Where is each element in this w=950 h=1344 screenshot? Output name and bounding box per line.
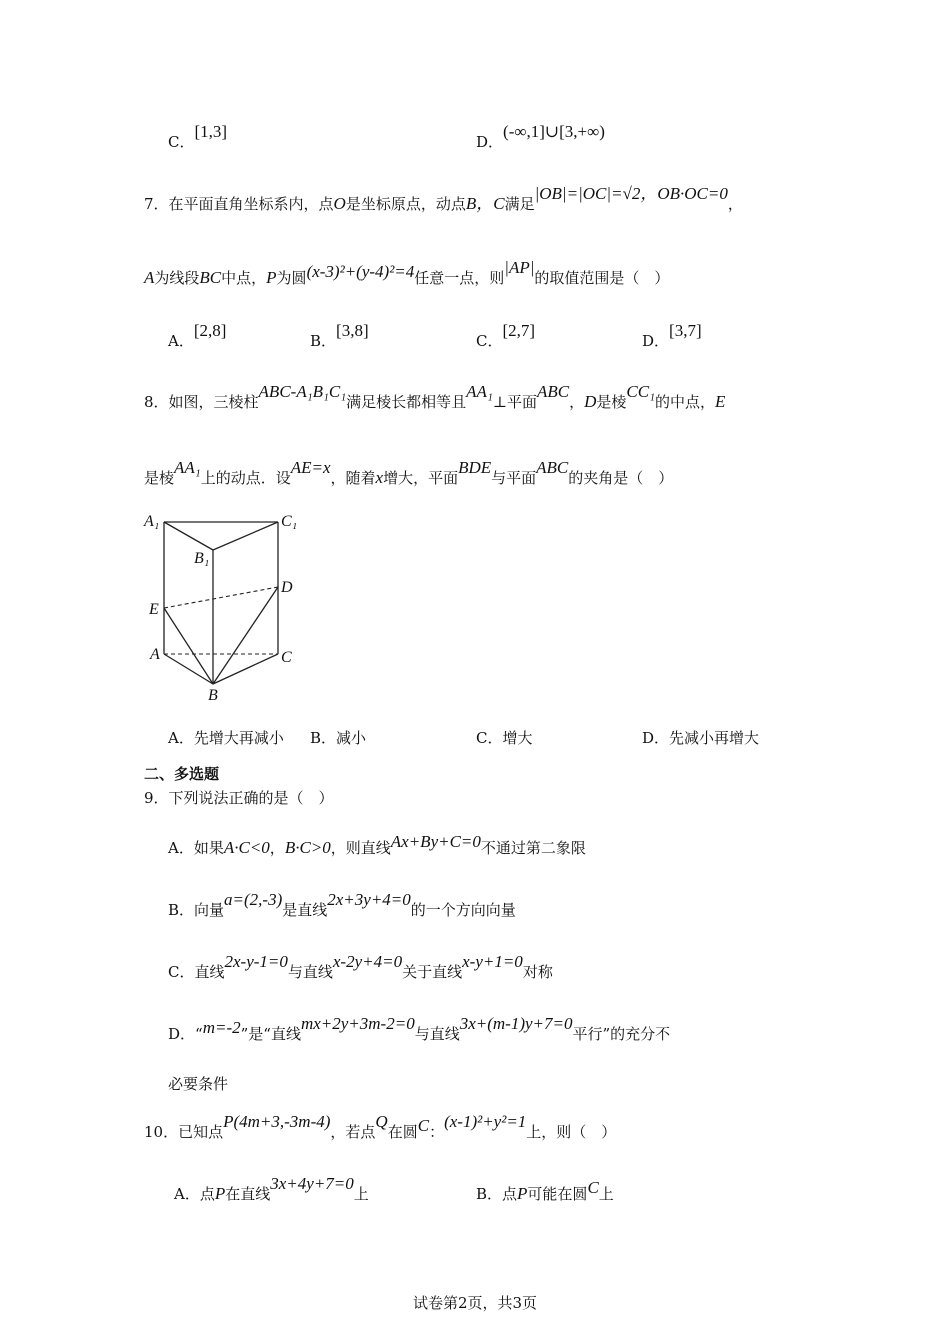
text: B．向量 bbox=[168, 901, 225, 919]
text: ，随着 bbox=[330, 469, 376, 487]
text: 在直线 bbox=[225, 1185, 271, 1203]
math-CC1: CC₁ bbox=[626, 382, 655, 401]
q8-stem-line1 bbox=[144, 382, 726, 412]
text: D．“ bbox=[168, 1025, 203, 1043]
math: Ax+By+C=0 bbox=[390, 832, 481, 851]
math-AE-eq-x: AE=x bbox=[290, 458, 331, 477]
math-C: C bbox=[417, 1116, 430, 1135]
option-math: [3,7] bbox=[669, 321, 702, 340]
q7-option-b bbox=[310, 321, 369, 351]
prism-figure bbox=[140, 508, 320, 704]
option-math: (-∞,1]∪[3,+∞) bbox=[503, 122, 605, 141]
q9-stem: 9．下列说法正确的是（ ） bbox=[144, 789, 334, 807]
math-O: O bbox=[333, 194, 346, 213]
text: 为线段 bbox=[154, 269, 200, 287]
page-footer: 试卷第2页，共3页 bbox=[412, 1294, 538, 1312]
text: ，则直线 bbox=[330, 839, 391, 857]
q8-option-b: B．减小 bbox=[310, 729, 367, 747]
option-math: [1,3] bbox=[194, 122, 228, 141]
option-math: [2,7] bbox=[502, 321, 536, 340]
label-A: A bbox=[150, 646, 160, 663]
math-ABC: ABC bbox=[536, 382, 570, 401]
text: 与直线 bbox=[414, 1025, 460, 1043]
text: 10．已知点 bbox=[144, 1123, 224, 1141]
text: 7．在平面直角坐标系内，点 bbox=[144, 195, 334, 213]
option-math: [3,8] bbox=[336, 321, 369, 340]
text: ”是“直线 bbox=[240, 1025, 301, 1043]
math-BDE: BDE bbox=[458, 458, 492, 477]
text: 是坐标原点，动点 bbox=[345, 195, 466, 213]
math: a=(2,-3) bbox=[224, 890, 283, 909]
q6-option-d bbox=[476, 122, 605, 152]
math-AA1: AA₁ bbox=[174, 458, 201, 477]
math-P: P(4m+3,-3m-4) bbox=[223, 1112, 331, 1131]
text: ： bbox=[429, 1123, 445, 1141]
text: 的取值范围是（ ） bbox=[534, 269, 670, 287]
q7-stem-line1 bbox=[144, 184, 743, 214]
text: 不通过第二象限 bbox=[480, 839, 586, 857]
math-E: E bbox=[715, 392, 726, 411]
text: ，若点 bbox=[330, 1123, 376, 1141]
q7-option-c bbox=[476, 321, 536, 351]
text: 是棱 bbox=[596, 393, 627, 411]
text: C．直线 bbox=[168, 963, 225, 981]
edge-A1B1 bbox=[164, 522, 213, 550]
text: 8．如图，三棱柱 bbox=[144, 393, 259, 411]
text: 上的动点．设 bbox=[200, 469, 291, 487]
text: 任意一点，则 bbox=[414, 269, 505, 287]
text: 与平面 bbox=[491, 469, 537, 487]
option-label: C． bbox=[168, 133, 195, 151]
option-label: C． bbox=[476, 332, 503, 350]
label-C1: C₁ bbox=[281, 513, 298, 530]
math-circle-eq: (x-1)²+y²=1 bbox=[444, 1112, 527, 1131]
math-P: P bbox=[517, 1184, 528, 1203]
text: B．点 bbox=[476, 1185, 518, 1203]
hidden-edge-ED bbox=[164, 587, 278, 608]
text: 是棱 bbox=[144, 469, 175, 487]
label-E: E bbox=[149, 601, 159, 618]
option-label: D． bbox=[642, 332, 670, 350]
q9-option-c bbox=[168, 952, 553, 982]
math: A·C<0 bbox=[223, 838, 270, 857]
q9-option-d bbox=[168, 1014, 671, 1044]
text: ， bbox=[727, 195, 743, 213]
label-B: B bbox=[208, 687, 218, 704]
q7-option-a bbox=[168, 321, 227, 351]
text: 上，则（ ） bbox=[526, 1123, 617, 1141]
text: 是直线 bbox=[282, 901, 328, 919]
math-vector-condition: |OB|=|OC|=√2，OB·OC=0 bbox=[534, 184, 728, 203]
math: 3x+(m-1)y+7=0 bbox=[459, 1014, 573, 1033]
q9-option-b bbox=[168, 890, 516, 920]
option-math: [2,8] bbox=[193, 321, 227, 340]
math: x-y+1=0 bbox=[462, 952, 523, 971]
text: A．点 bbox=[174, 1185, 215, 1203]
text: 可能在圆 bbox=[527, 1185, 588, 1203]
text: 的夹角是（ ） bbox=[568, 469, 674, 487]
math: m=-2 bbox=[202, 1018, 241, 1037]
math-BC: BC bbox=[199, 268, 222, 287]
math-C: C bbox=[587, 1178, 599, 1197]
text: 上 bbox=[353, 1185, 369, 1203]
math-Q: Q bbox=[375, 1112, 388, 1131]
math: 2x+3y+4=0 bbox=[327, 890, 411, 909]
math-BC: B，C bbox=[465, 194, 505, 213]
q8-option-a: A．先增大再减小 bbox=[168, 729, 284, 747]
label-A1: A₁ bbox=[144, 513, 160, 530]
section-heading: 二、多选题 bbox=[144, 765, 220, 783]
math-A: A bbox=[144, 268, 155, 287]
math: 2x-y-1=0 bbox=[224, 952, 288, 971]
math: x-2y+4=0 bbox=[332, 952, 403, 971]
math-AA1: AA₁ bbox=[466, 382, 493, 401]
q7-stem-line2 bbox=[144, 258, 670, 288]
q9-option-d-cont: 必要条件 bbox=[168, 1075, 229, 1093]
text: 在圆 bbox=[387, 1123, 418, 1141]
text: ⊥平面 bbox=[492, 393, 537, 411]
math: mx+2y+3m-2=0 bbox=[300, 1014, 415, 1033]
math: B·C>0 bbox=[284, 838, 331, 857]
text: 增大，平面 bbox=[383, 469, 459, 487]
math-x: x bbox=[375, 468, 384, 487]
option-label: D． bbox=[476, 133, 504, 151]
edge-EB bbox=[164, 608, 213, 684]
q9-option-a bbox=[168, 832, 586, 858]
text: A．如果 bbox=[168, 839, 224, 857]
math-prism: ABC-A₁B₁C₁ bbox=[258, 382, 347, 401]
q10-option-b bbox=[476, 1178, 614, 1204]
q8-stem-line2 bbox=[144, 458, 674, 488]
text: 的中点， bbox=[654, 393, 715, 411]
label-C: C bbox=[281, 649, 292, 666]
math-circle-eq: (x-3)²+(y-4)²=4 bbox=[306, 262, 415, 281]
text: 中点， bbox=[221, 269, 267, 287]
q8-option-c: C．增大 bbox=[476, 729, 533, 747]
option-label: A． bbox=[168, 332, 194, 350]
text: 平行”的充分不 bbox=[572, 1025, 671, 1043]
option-label: B． bbox=[310, 332, 337, 350]
text: 对称 bbox=[522, 963, 553, 981]
text: 满足 bbox=[504, 195, 535, 213]
q10-option-a bbox=[174, 1174, 369, 1204]
math-ABC: ABC bbox=[536, 458, 569, 477]
text: 上 bbox=[598, 1185, 614, 1203]
text: 关于直线 bbox=[402, 963, 463, 981]
q10-stem bbox=[144, 1112, 617, 1142]
math-P: P bbox=[214, 1184, 226, 1203]
label-D: D bbox=[281, 579, 293, 596]
math-line: 3x+4y+7=0 bbox=[270, 1174, 354, 1193]
text: 的一个方向向量 bbox=[410, 901, 516, 919]
math-AP: |AP| bbox=[504, 258, 535, 277]
q7-option-d bbox=[642, 321, 702, 351]
q6-option-c bbox=[168, 122, 228, 152]
math-P: P bbox=[266, 268, 277, 287]
q8-option-d: D．先减小再增大 bbox=[642, 729, 760, 747]
text: ， bbox=[269, 839, 285, 857]
text: ， bbox=[569, 393, 585, 411]
text: 为圆 bbox=[276, 269, 307, 287]
edge-B1C1 bbox=[213, 522, 278, 550]
math-D: D bbox=[584, 392, 597, 411]
edge-AB bbox=[164, 654, 213, 684]
label-B1: B₁ bbox=[194, 550, 210, 567]
text: 满足棱长都相等且 bbox=[346, 393, 467, 411]
text: 与直线 bbox=[287, 963, 333, 981]
